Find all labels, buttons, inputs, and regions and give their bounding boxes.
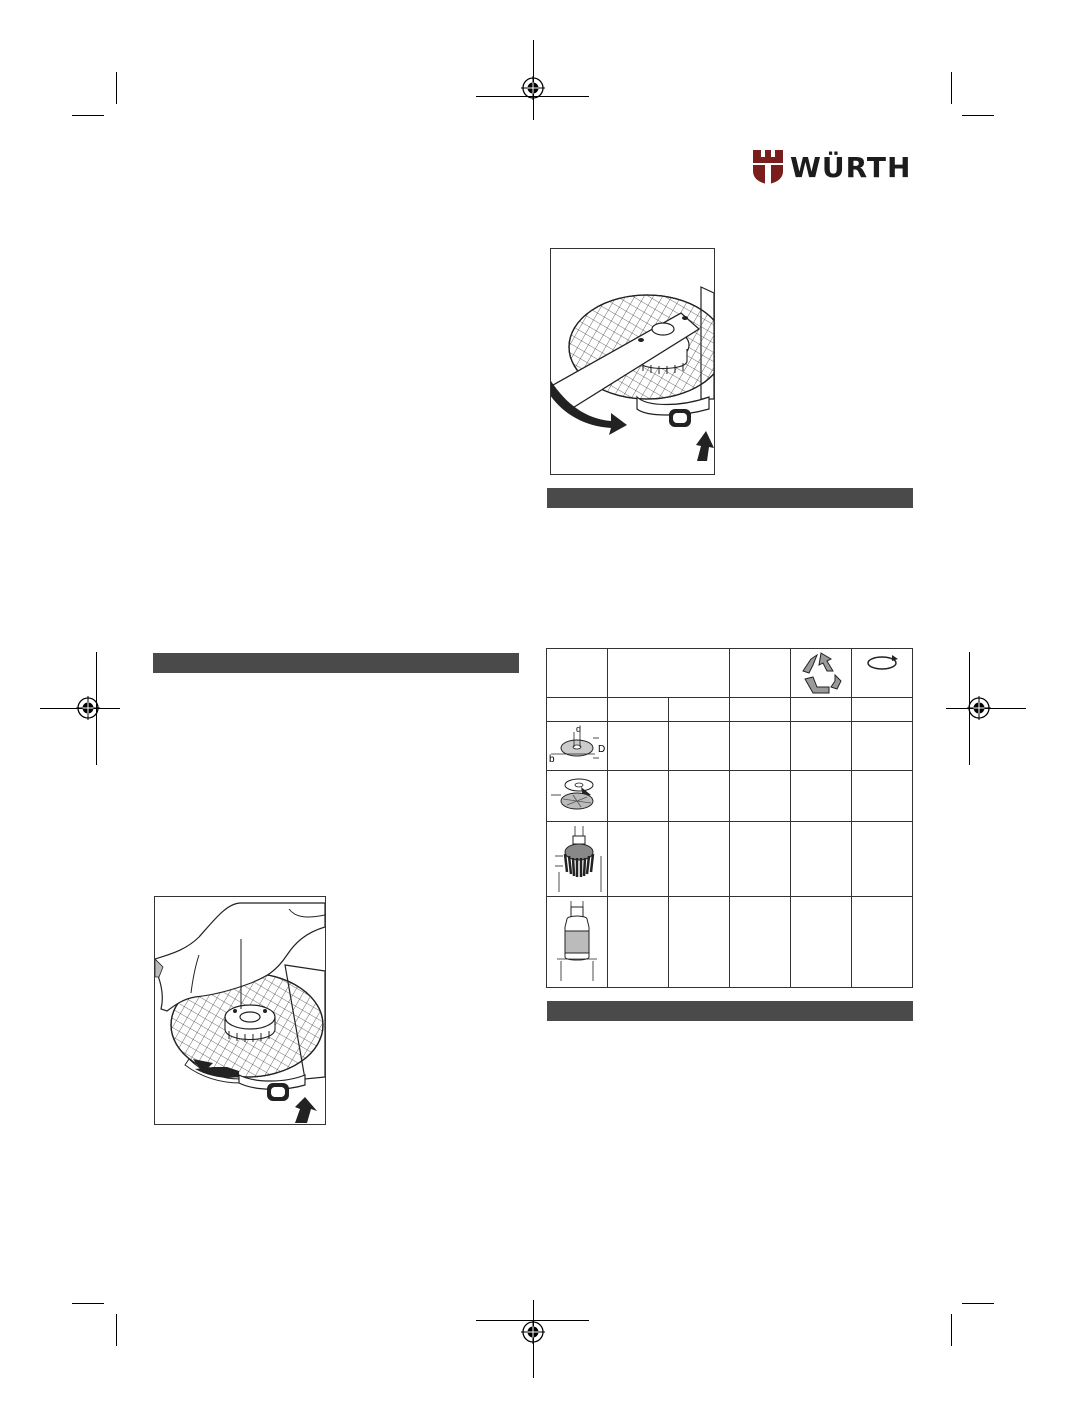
table-header-cell	[730, 649, 791, 698]
table-cell	[608, 822, 669, 897]
crop-mark	[116, 1314, 117, 1346]
cutting-disc-label-d: d	[576, 724, 582, 734]
cup-brush-icon	[547, 822, 607, 896]
table-cell	[547, 897, 608, 988]
flap-disc-icon	[547, 771, 607, 821]
registration-mark-icon	[967, 696, 991, 720]
table-cell	[547, 698, 608, 722]
crop-mark	[962, 1303, 994, 1304]
table-cell	[608, 698, 669, 722]
cutting-disc-icon	[547, 722, 607, 770]
table-cell	[730, 722, 791, 771]
core-bit-icon	[547, 897, 607, 987]
registration-mark-icon	[76, 696, 100, 720]
table-cell	[608, 897, 669, 988]
table-cell	[791, 698, 852, 722]
table-cell	[730, 822, 791, 897]
crop-mark	[951, 1314, 952, 1346]
crop-mark	[116, 72, 117, 104]
accessory-spec-table	[546, 648, 913, 988]
table-cell	[791, 722, 852, 771]
table-cell	[852, 822, 913, 897]
table-cell	[669, 698, 730, 722]
wurth-emblem-icon	[752, 149, 784, 185]
figure-hand-mounting-disc	[154, 896, 326, 1125]
crop-mark	[962, 115, 994, 116]
table-cell	[791, 897, 852, 988]
table-header-cell	[547, 649, 608, 698]
registration-mark-icon	[521, 76, 545, 100]
table-cell	[608, 771, 669, 822]
table-header-cell	[608, 649, 730, 698]
cutting-disc-label-D: D	[598, 744, 606, 755]
table-cell	[730, 897, 791, 988]
figure-wrench-tightening	[550, 248, 715, 475]
table-cell	[547, 771, 608, 822]
crop-mark	[951, 72, 952, 104]
table-cell	[547, 722, 608, 771]
table-cell	[852, 897, 913, 988]
cutting-disc-label-b: b	[549, 754, 555, 765]
table-cell	[791, 771, 852, 822]
crop-mark	[72, 1303, 104, 1304]
table-cell	[852, 698, 913, 722]
section-heading-bar	[547, 1001, 913, 1021]
hand-mounting-disc-illustration	[155, 897, 325, 1124]
brand-wordmark: WÜRTH	[790, 150, 912, 184]
registration-mark-icon	[521, 1320, 545, 1344]
table-header-cell	[791, 649, 852, 698]
table-cell	[669, 722, 730, 771]
table-header-cell	[852, 649, 913, 698]
rotation-direction-icon	[852, 649, 912, 697]
crop-mark	[72, 115, 104, 116]
section-heading-bar	[547, 488, 913, 508]
table-cell	[669, 771, 730, 822]
table-cell	[791, 822, 852, 897]
spanner-flange-illustration	[551, 249, 714, 474]
table-cell	[730, 771, 791, 822]
table-cell	[547, 822, 608, 897]
table-cell	[730, 698, 791, 722]
table-cell	[608, 722, 669, 771]
recycle-arrows-icon	[791, 649, 851, 697]
table-cell	[669, 897, 730, 988]
table-cell	[852, 722, 913, 771]
table-cell	[852, 771, 913, 822]
table-cell	[669, 822, 730, 897]
section-heading-bar	[153, 653, 519, 673]
brand-logo	[752, 148, 917, 186]
